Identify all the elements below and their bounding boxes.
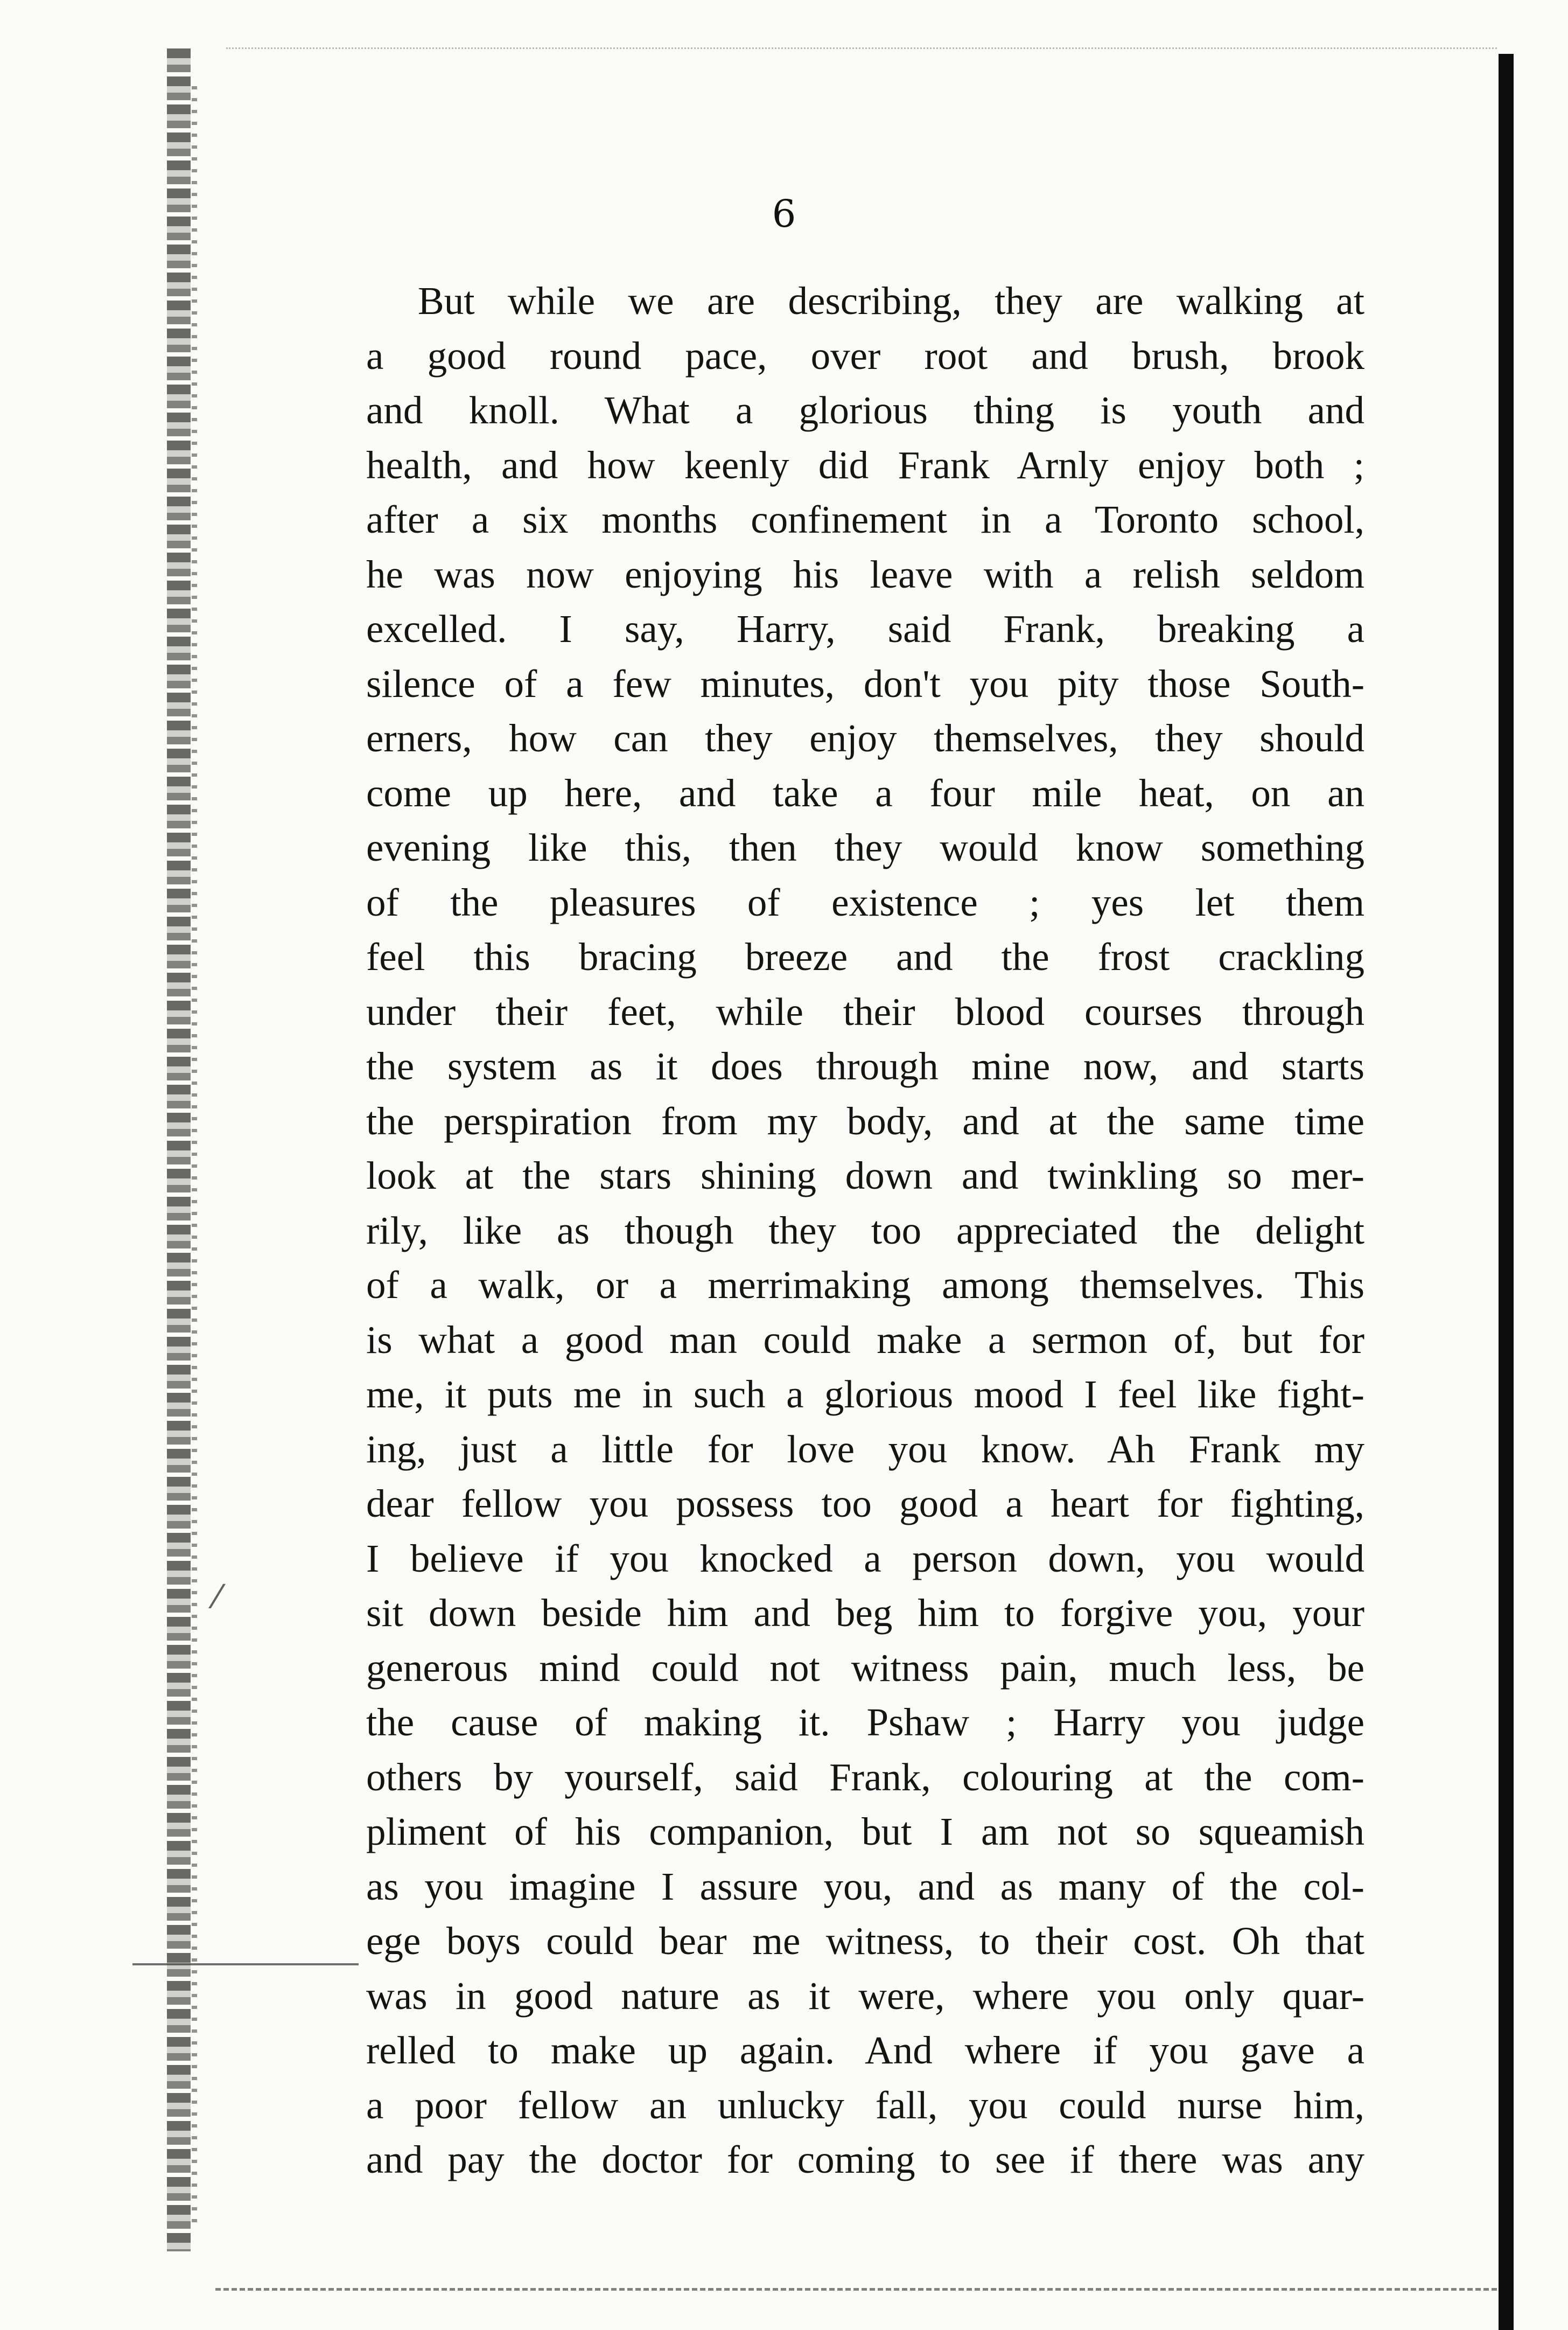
text-line: ing, just a little for love you know. Ah Frank my [366,1427,1364,1471]
text-line: I believe if you knocked a person down, you would [366,1536,1364,1580]
text-line: But while we are describing, they are walking at [418,279,1364,323]
left-binding-edge [167,48,191,2251]
text-line: under their feet, while their blood courses through [366,989,1364,1034]
text-line: silence of a few minutes, don't you pity those South- [366,661,1364,706]
text-line: the cause of making it. Pshaw ; Harry you judge [366,1700,1364,1744]
left-binding-shadow [192,86,197,2230]
text-line: pliment of his companion, but I am not so squeamish [366,1810,1364,1853]
text-line: excelled. I say, Harry, said Frank, breaking a [366,607,1364,651]
text-line: health, and how keenly did Frank Arnly enjoy both ; [366,443,1364,487]
text-line: feel this bracing breeze and the frost crackling [366,935,1364,979]
text-line: was in good nature as it were, where you only quar- [366,1973,1364,2018]
text-line: and pay the doctor for coming to see if there was any [366,2138,1364,2181]
text-line: of a walk, or a merrimaking among themselves. This [366,1263,1364,1307]
body-text [366,274,1364,2187]
bottom-scan-rule [215,2288,1497,2291]
text-line: ege boys could bear me witness, to their cost. Oh that [366,1919,1364,1963]
text-line: generous mind could not witness pain, much less, be [366,1645,1364,1690]
text-line: the perspiration from my body, and at the same time [366,1099,1364,1143]
right-scan-bar [1499,54,1514,2330]
text-line: come up here, and take a four mile heat, on an [366,771,1364,815]
text-line: and knoll. What a glorious thing is youth and [366,388,1364,432]
page-number: 6 [772,192,796,236]
text-line: me, it puts me in such a glorious mood I feel like fight- [366,1372,1364,1416]
text-line: as you imagine I assure you, and as many of the col- [366,1864,1364,1908]
text-line: evening like this, then they would know something [366,826,1364,869]
text-line: sit down beside him and beg him to forgive you, your [366,1591,1364,1635]
text-line: he was now enjoying his leave with a relish seldom [366,552,1364,596]
text-line: others by yourself, said Frank, colouring at the com- [366,1755,1364,1799]
text-line: a poor fellow an unlucky fall, you could nurse him, [366,2083,1364,2127]
text-line: dear fellow you possess too good a heart for fighting, [366,1482,1364,1525]
text-line: after a six months confinement in a Toronto school, [366,498,1364,541]
text-line: the system as it does through mine now, and starts [366,1044,1364,1088]
text-line: erners, how can they enjoy themselves, they should [366,716,1364,760]
margin-pen-stroke [132,1963,359,1965]
text-line: is what a good man could make a sermon of, but for [366,1317,1364,1362]
text-line: of the pleasures of existence ; yes let them [366,880,1364,924]
margin-pencil-mark: ⁄ [214,1578,220,1616]
text-line: look at the stars shining down and twinkling so mer- [366,1154,1364,1197]
text-line: a good round pace, over root and brush, brook [366,333,1364,378]
top-scan-rule [226,47,1497,49]
text-line: relled to make up again. And where if you gave a [366,2028,1364,2072]
text-line: rily, like as though they too appreciated the delight [366,1208,1364,1252]
